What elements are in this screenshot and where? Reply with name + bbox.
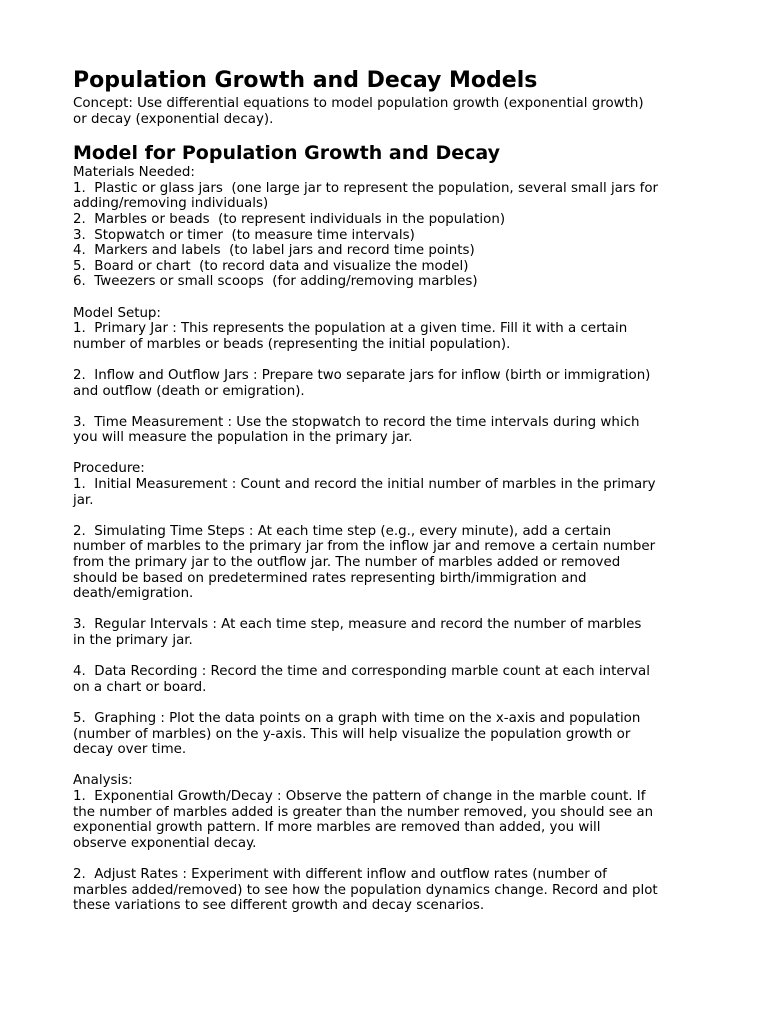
procedure-line: death/emigration. <box>73 586 194 602</box>
setup-line: number of marbles or beads (representing the initial population). <box>73 336 511 352</box>
procedure-line: 1. Initial Measurement : Count and record the initial number of marbles in the primary <box>73 477 656 493</box>
concept-line: Concept: Use differential equations to model population growth (exponential growth) <box>73 96 644 111</box>
procedure-line: 3. Regular Intervals : At each time step, measure and record the number of marbles <box>73 617 642 633</box>
setup-line: 1. Primary Jar : This represents the population at a given time. Fill it with a certain <box>73 321 628 337</box>
materials-line: 6. Tweezers or small scoops (for adding/removing marbles) <box>73 274 478 290</box>
materials-heading: Materials Needed: <box>73 165 195 181</box>
materials-line: adding/removing individuals) <box>73 196 269 212</box>
analysis-heading: Analysis: <box>73 773 133 789</box>
materials-line: 1. Plastic or glass jars (one large jar to represent the population, several small jars for <box>73 180 659 196</box>
setup-heading: Model Setup: <box>73 305 161 321</box>
setup-line: and outflow (death or emigration). <box>73 383 305 399</box>
section-title: Model for Population Growth and Decay <box>73 142 501 165</box>
procedure-line: should be based on predetermined rates representing birth/immigration and <box>73 570 587 586</box>
materials-line: 2. Marbles or beads (to represent individuals in the population) <box>73 211 506 227</box>
procedure-line: 4. Data Recording : Record the time and corresponding marble count at each interval <box>73 664 650 680</box>
setup-section <box>73 306 703 446</box>
analysis-line: exponential growth pattern. If more marbles are removed than added, you will <box>73 820 601 836</box>
procedure-line: jar. <box>73 492 94 508</box>
concept-line: or decay (exponential decay). <box>73 111 274 127</box>
document-title: Population Growth and Decay Models <box>73 68 538 93</box>
setup-line: 2. Inflow and Outflow Jars : Prepare two separate jars for inflow (birth or immigration) <box>73 367 651 383</box>
procedure-line: from the primary jar to the outflow jar. The number of marbles added or removed <box>73 555 621 571</box>
analysis-line: these variations to see different growth and decay scenarios. <box>73 898 485 914</box>
materials-line: 4. Markers and labels (to label jars and record time points) <box>73 243 475 259</box>
procedure-section <box>73 461 703 757</box>
concept-paragraph <box>73 96 703 127</box>
analysis-line: the number of marbles added is greater than the number removed, you should see an <box>73 804 654 820</box>
procedure-line: decay over time. <box>73 742 187 758</box>
procedure-line: 2. Simulating Time Steps : At each time step (e.g., every minute), add a certain <box>73 523 612 539</box>
materials-line: 5. Board or chart (to record data and visualize the model) <box>73 258 469 274</box>
analysis-line: observe exponential decay. <box>73 835 257 851</box>
materials-section <box>73 165 703 290</box>
procedure-line: 5. Graphing : Plot the data points on a graph with time on the x-axis and population <box>73 710 641 726</box>
analysis-line: 2. Adjust Rates : Experiment with different inflow and outflow rates (number of <box>73 866 607 882</box>
document-page <box>73 66 703 914</box>
analysis-line: marbles added/removed) to see how the population dynamics change. Record and plot <box>73 882 658 898</box>
setup-line: 3. Time Measurement : Use the stopwatch to record the time intervals during which <box>73 414 640 430</box>
procedure-line: on a chart or board. <box>73 679 207 695</box>
procedure-line: number of marbles to the primary jar from the inflow jar and remove a certain number <box>73 539 656 555</box>
procedure-line: (number of marbles) on the y-axis. This will help visualize the population growth or <box>73 726 631 742</box>
procedure-line: in the primary jar. <box>73 633 193 648</box>
setup-line: you will measure the population in the primary jar. <box>73 430 413 446</box>
analysis-section <box>73 773 703 913</box>
analysis-line: 1. Exponential Growth/Decay : Observe the pattern of change in the marble count. If <box>73 788 646 804</box>
materials-line: 3. Stopwatch or timer (to measure time intervals) <box>73 227 415 243</box>
procedure-heading: Procedure: <box>73 461 145 477</box>
